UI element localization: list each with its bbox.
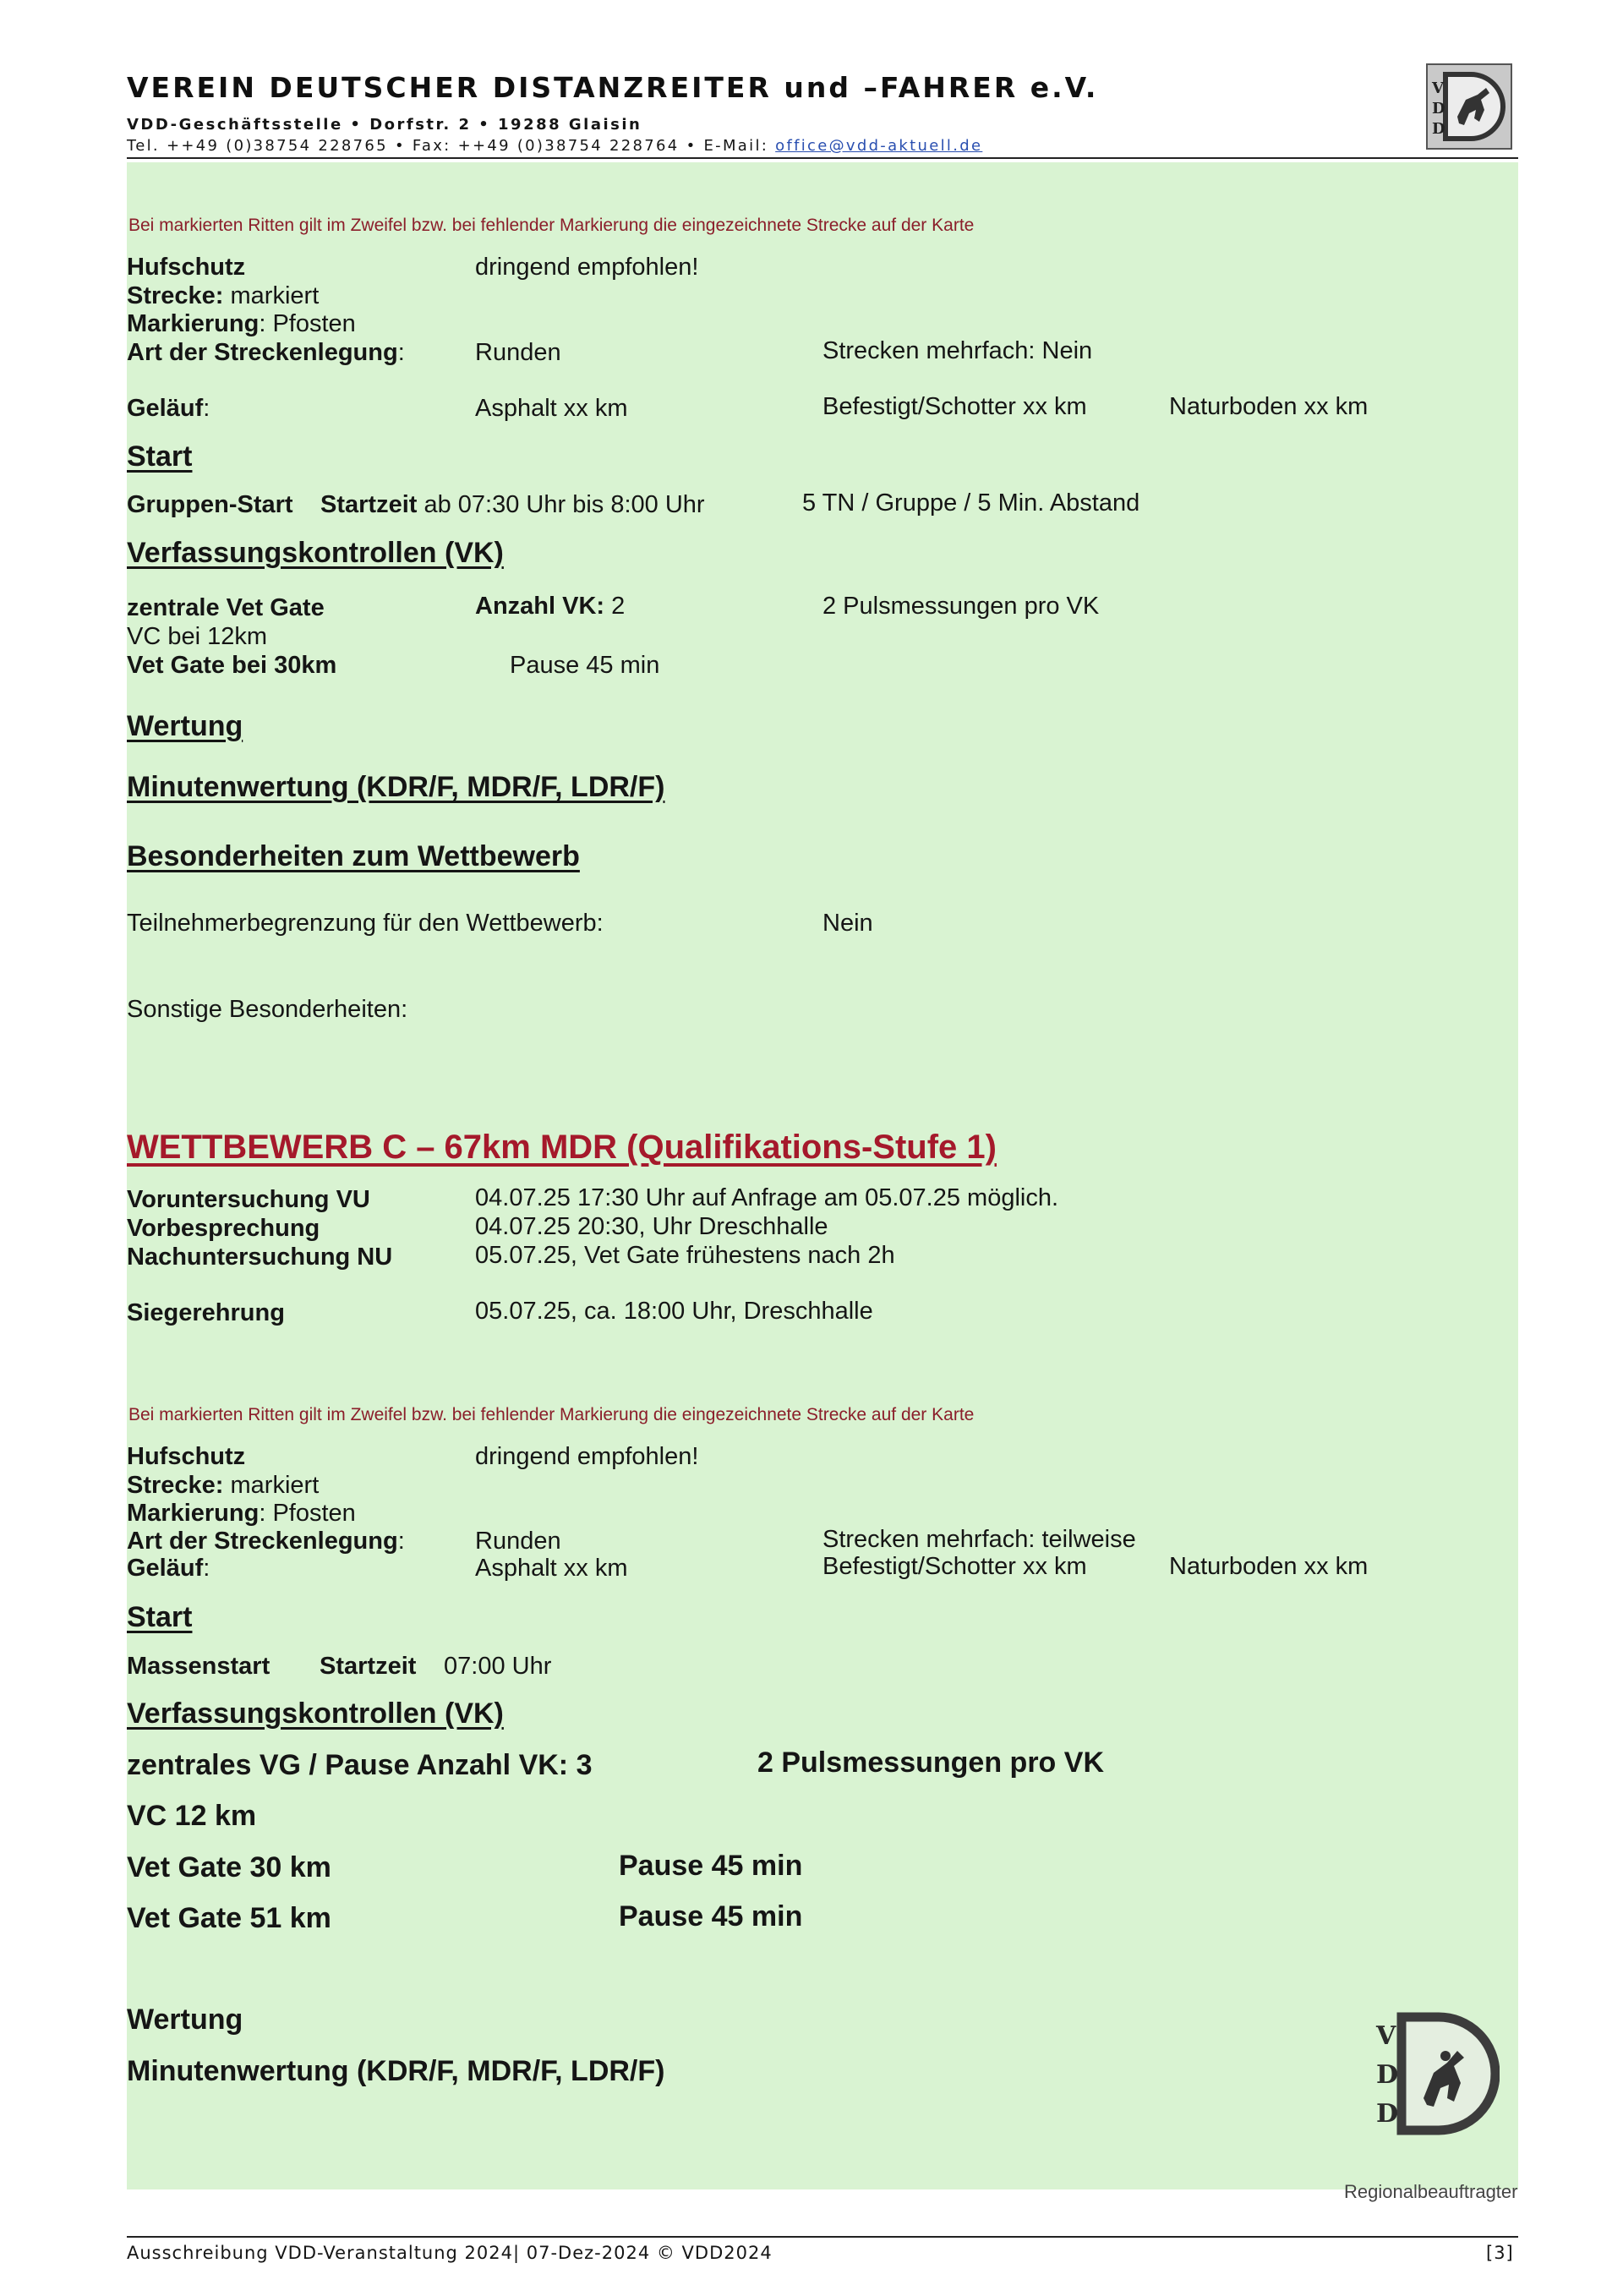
gelaeuf-row (127, 395, 210, 423)
teilnehmer-label: Teilnehmerbegrenzung für den Wettbewerb: (127, 910, 604, 937)
hufschutz-value: dringend empfohlen! (475, 254, 699, 281)
art-value: Runden (475, 339, 561, 366)
art-value-c: Runden (475, 1528, 561, 1555)
minutenwertung: Minutenwertung (KDR/F, MDR/F, LDR/F) (127, 771, 665, 803)
gelaeuf-label: Geläuf (127, 395, 204, 422)
besonderheiten-heading: Besonderheiten zum Wettbewerb (127, 840, 580, 872)
startzeit-label: Startzeit (320, 491, 418, 518)
anzahl-label: Anzahl VK: (475, 593, 605, 620)
gruppen-start: Gruppen-Start (127, 491, 293, 518)
art-row (127, 339, 405, 367)
anzahl-vk-row (475, 593, 625, 620)
markierung-value-c: : Pfosten (259, 1500, 356, 1527)
startzeit-label-c: Startzeit (320, 1653, 417, 1680)
hufschutz-label: Hufschutz (127, 254, 246, 281)
wertung-heading-c: Wertung (127, 2004, 243, 2036)
marking-note-c: Bei markierten Ritten gilt im Zweifel bzw. bei fehlender Markierung die eingezeichnete Strecke auf der Karte (128, 1405, 975, 1424)
pause-51: Pause 45 min (619, 1900, 803, 1932)
vorbesprechung-value: 04.07.25 20:30, Uhr Dreschhalle (475, 1213, 828, 1240)
header-divider (127, 157, 1518, 159)
vorbesprechung-label: Vorbesprechung (127, 1215, 320, 1242)
svg-text:D: D (1376, 2060, 1399, 2090)
hufschutz-value-c: dringend empfohlen! (475, 1443, 699, 1470)
markierung-row-c (127, 1500, 356, 1528)
startzeit-value: ab 07:30 Uhr bis 8:00 Uhr (417, 491, 705, 518)
email-link[interactable]: office@vdd-aktuell.de (775, 137, 983, 155)
naturboden-value: Naturboden xx km (1169, 393, 1369, 420)
hufschutz-row (127, 254, 245, 282)
art-label-c: Art der Streckenlegung (127, 1528, 398, 1555)
strecke-label-c: Strecke: (127, 1472, 224, 1499)
gelaeuf-colon: : (203, 395, 210, 422)
siegerehrung-value: 05.07.25, ca. 18:00 Uhr, Dreschhalle (475, 1298, 873, 1325)
zentrale-vet-gate: zentrale Vet Gate (127, 594, 325, 621)
vdd-logo (1425, 63, 1513, 150)
markierung-value: : Pfosten (259, 310, 356, 337)
regionalbeauftragter-label: Regionalbeauftragter (1344, 2181, 1518, 2202)
art-colon: : (397, 339, 405, 366)
strecke-label: Strecke: (127, 282, 224, 309)
strecke-value-c: markiert (223, 1472, 320, 1499)
footer-divider (127, 2236, 1518, 2238)
wettbewerb-c-title: WETTBEWERB C – 67km MDR (Qualifikations-Stufe 1) (127, 1129, 997, 1166)
strecken-mehrfach-c: Strecken mehrfach: teilweise (822, 1526, 1136, 1553)
siegerehrung-label: Siegerehrung (127, 1299, 285, 1326)
gruppe-info: 5 TN / Gruppe / 5 Min. Abstand (802, 489, 1140, 517)
startzeit-value-c: 07:00 Uhr (444, 1653, 552, 1680)
vc-info: VC bei 12km (127, 623, 268, 650)
anzahl-value: 2 (604, 593, 626, 620)
vdd-stamp (1373, 2010, 1500, 2137)
zentrales-vg: zentrales VG / Pause Anzahl VK: 3 (127, 1749, 593, 1781)
strecke-row-c (127, 1472, 319, 1500)
svg-text:D: D (1432, 100, 1445, 118)
office-address: VDD-Geschäftsstelle • Dorfstr. 2 • 19288 Glaisin (127, 116, 642, 134)
pulsmessungen-c: 2 Pulsmessungen pro VK (757, 1747, 1104, 1779)
strecke-value: markiert (223, 282, 320, 309)
green-content-area (127, 162, 1518, 2189)
sonstige-label: Sonstige Besonderheiten: (127, 996, 408, 1023)
vu-label: Voruntersuchung VU (127, 1186, 370, 1213)
vet-gate-30: Vet Gate 30 km (127, 1851, 331, 1883)
pause-30: Pause 45 min (619, 1850, 803, 1882)
gelaeuf-label-c: Geläuf (127, 1555, 204, 1582)
hufschutz-row-c (127, 1443, 245, 1471)
hufschutz-label-c: Hufschutz (127, 1443, 246, 1470)
minutenwertung-c: Minutenwertung (KDR/F, MDR/F, LDR/F) (127, 2055, 665, 2087)
asphalt-value: Asphalt xx km (475, 395, 628, 422)
vk-heading: Verfassungskontrollen (VK) (127, 537, 504, 569)
pause-info: Pause 45 min (510, 652, 660, 679)
markierung-label-c: Markierung (127, 1500, 260, 1527)
strecken-mehrfach: Strecken mehrfach: Nein (822, 337, 1093, 364)
vet-gate-info: Vet Gate bei 30km (127, 652, 337, 679)
pulsmessungen: 2 Pulsmessungen pro VK (822, 593, 1100, 620)
start-heading: Start (127, 440, 193, 473)
gelaeuf-row-c (127, 1555, 210, 1583)
vk-heading-c: Verfassungskontrollen (VK) (127, 1697, 504, 1730)
vet-gate-51: Vet Gate 51 km (127, 1902, 331, 1934)
nu-label: Nachuntersuchung NU (127, 1244, 393, 1271)
svg-text:V: V (1376, 2021, 1396, 2051)
strecke-row (127, 282, 319, 310)
wertung-heading: Wertung (127, 710, 243, 742)
markierung-label: Markierung (127, 310, 260, 337)
art-row-c (127, 1528, 405, 1555)
nu-value: 05.07.25, Vet Gate frühestens nach 2h (475, 1242, 895, 1269)
svg-text:D: D (1376, 2099, 1399, 2129)
asphalt-value-c: Asphalt xx km (475, 1555, 628, 1582)
art-colon-c: : (397, 1528, 405, 1555)
footer-text: Ausschreibung VDD-Veranstaltung 2024| 07-Dez-2024 © VDD2024 (127, 2243, 773, 2263)
svg-text:V: V (1432, 79, 1444, 97)
vc-info-c: VC 12 km (127, 1800, 257, 1832)
page-number: [3] (1486, 2243, 1514, 2263)
startzeit-row (320, 491, 705, 519)
gelaeuf-colon-c: : (203, 1555, 210, 1582)
contact-text: Tel. ++49 (0)38754 228765 • Fax: ++49 (0)38754 228764 • E-Mail: (127, 137, 769, 155)
massenstart: Massenstart (127, 1653, 270, 1680)
marking-note: Bei markierten Ritten gilt im Zweifel bzw. bei fehlender Markierung die eingezeichnete Strecke auf der Karte (128, 216, 975, 235)
befestigt-value: Befestigt/Schotter xx km (822, 393, 1087, 420)
naturboden-value-c: Naturboden xx km (1169, 1553, 1369, 1580)
contact-line (127, 137, 982, 155)
svg-text:D: D (1432, 120, 1445, 138)
teilnehmer-value: Nein (822, 910, 873, 937)
start-heading-c: Start (127, 1601, 193, 1633)
befestigt-value-c: Befestigt/Schotter xx km (822, 1553, 1087, 1580)
vu-value: 04.07.25 17:30 Uhr auf Anfrage am 05.07.25 möglich. (475, 1184, 1059, 1211)
art-label: Art der Streckenlegung (127, 339, 398, 366)
markierung-row (127, 310, 356, 338)
association-title: VEREIN DEUTSCHER DISTANZREITER und –FAHRER e.V. (127, 71, 1099, 104)
